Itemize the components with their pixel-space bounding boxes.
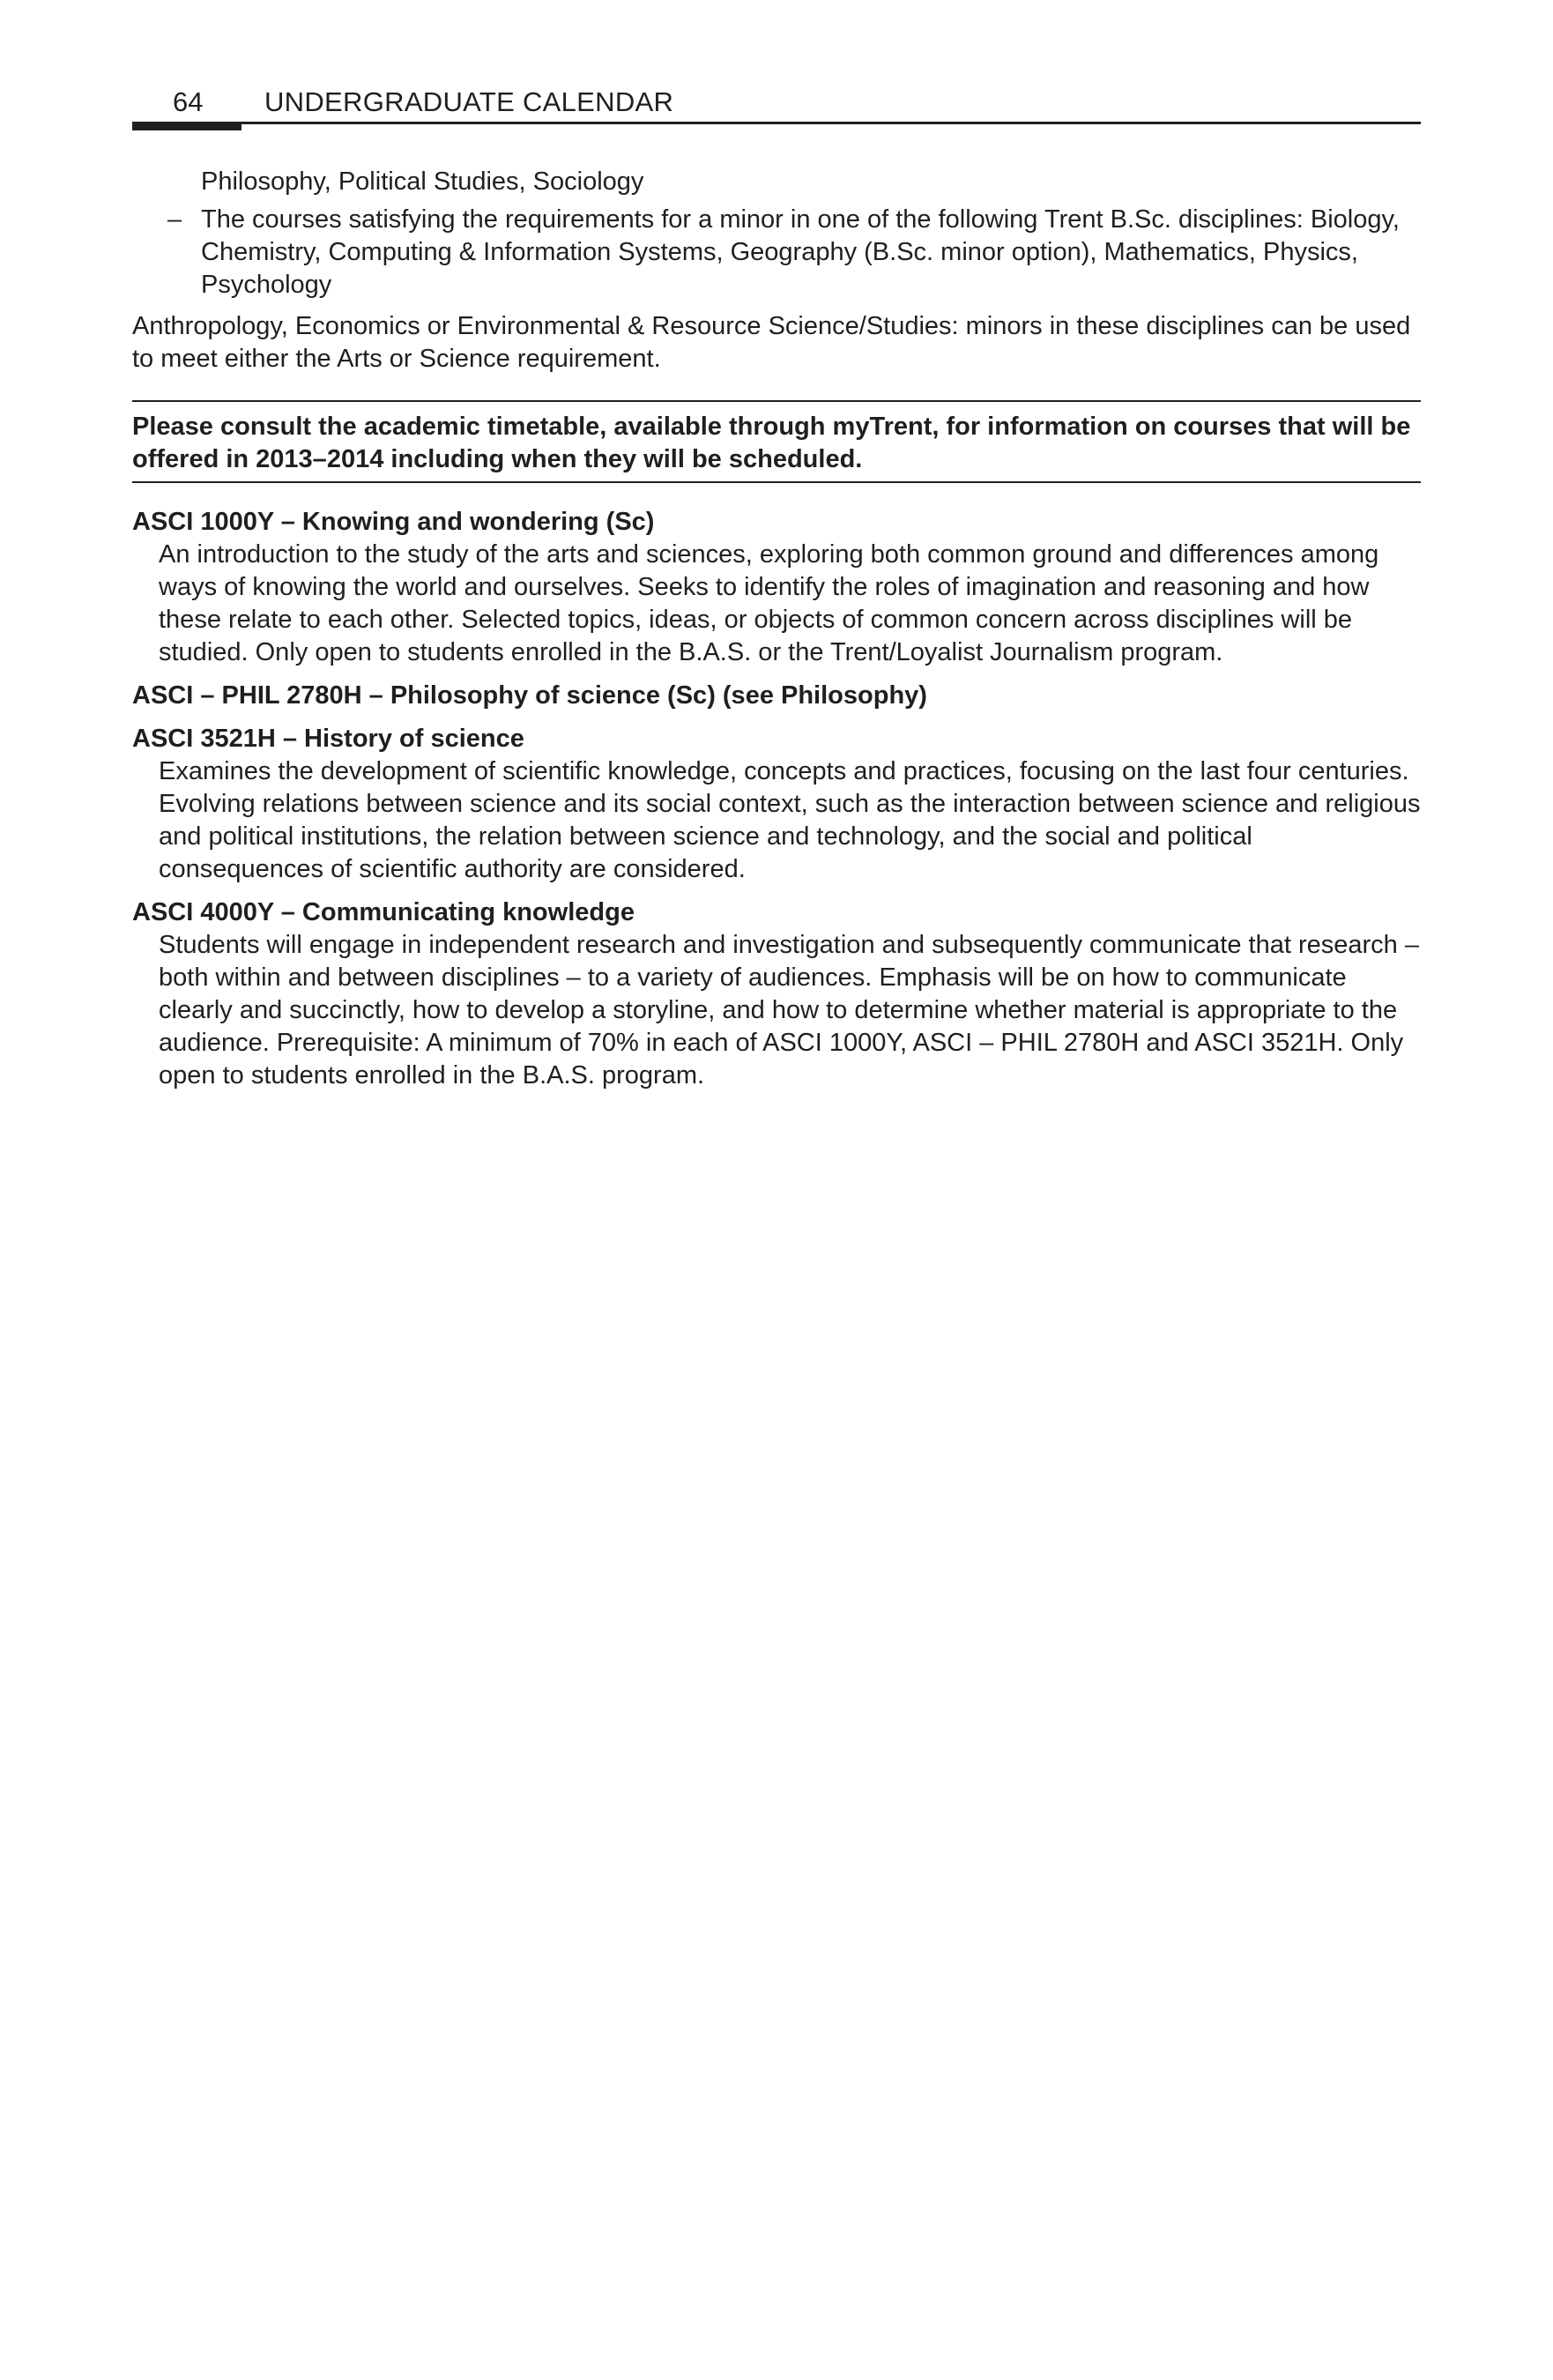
calendar-page (132, 74, 1421, 1092)
course-entry (132, 506, 1421, 669)
course-title: ASCI 1000Y – Knowing and wondering (Sc) (132, 508, 655, 536)
timetable-notice: Please consult the academic timetable, available through myTrent, for information on courses that will be offered in 2013–2014 including when they will be scheduled. (132, 400, 1421, 483)
header-rule (132, 122, 1421, 124)
course-entry (132, 896, 1421, 1092)
list-item-text: The courses satisfying the requirements for a minor in one of the following Trent B.Sc. disciplines: Biology, Chemistry, Computing & Information Systems, Geography (B.Sc. minor option), Mathematics, Physics, Psychology (201, 205, 1400, 299)
course-list (132, 506, 1421, 1092)
list-continuation: Philosophy, Political Studies, Sociology (201, 167, 644, 196)
course-description: An introduction to the study of the arts and sciences, exploring both common ground and differences among ways of knowing the world and ourselves. Seeks to identify the roles of imagination and reasoning and how these relate to each other. Selected topics, ideas, or objects of common concern across disciplines will be studied. Only open to students enrolled in the B.A.S. or the Trent/Loyalist Journalism program. (159, 540, 1379, 666)
course-description: Students will engage in independent research and investigation and subsequently communicate that research – both within and between disciplines – to a variety of audiences. Emphasis will be on how to communicate clearly and succinctly, how to develop a storyline, and how to determine whether material is appropriate to the audience. Prerequisite: A minimum of 70% in each of ASCI 1000Y, ASCI – PHIL 2780H and ASCI 3521H. Only open to students enrolled in the B.A.S. program. (159, 931, 1419, 1090)
header-tab-bar (132, 122, 241, 130)
course-title: ASCI 4000Y – Communicating knowledge (132, 898, 635, 926)
minors-note: Anthropology, Economics or Environmental & Resource Science/Studies: minors in these disciplines can be used to meet either the Arts or Science requirement. (132, 312, 1411, 373)
running-title: UNDERGRADUATE CALENDAR (264, 86, 674, 117)
list-item (132, 204, 1421, 301)
course-entry (132, 723, 1421, 886)
course-title: ASCI 3521H – History of science (132, 725, 524, 753)
page-number: 64 (173, 86, 204, 117)
running-header (132, 74, 1421, 136)
course-description: Examines the development of scientific knowledge, concepts and practices, focusing on the last four centuries. Evolving relations between science and its social context, such as the interaction between science and religious and political institutions, the relation between science and technology, and the social and political consequences of scientific authority are considered. (159, 757, 1421, 883)
dash-bullet: – (167, 205, 182, 234)
course-entry (132, 680, 1421, 712)
course-title: ASCI – PHIL 2780H – Philosophy of science (Sc) (see Philosophy) (132, 681, 927, 710)
